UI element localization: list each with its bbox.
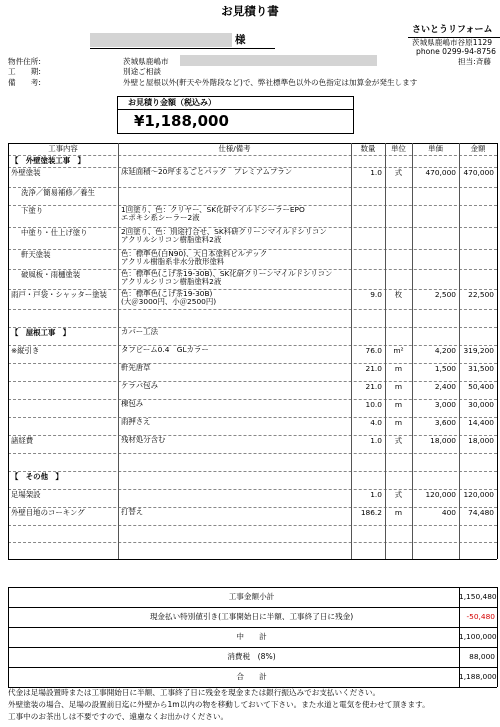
cell-spec: 色：標準色(白N90)、大日本塗料ビルデック アクリル樹脂系非水分散形塗料 [121, 249, 268, 267]
table-row [8, 525, 497, 542]
summary-divider [8, 647, 497, 648]
table-row [8, 489, 497, 507]
info-value-address: 茨城県鹿嶋市 [123, 57, 169, 66]
row-divider [8, 143, 497, 144]
cell-spec: ケラバ包み [121, 381, 158, 390]
summary-value: 1,100,000 [459, 632, 497, 641]
cell-name: 中塗り・仕上げ塗り [21, 228, 88, 237]
summary-column-divider [497, 587, 498, 687]
summary-column-divider [459, 587, 460, 687]
summary-divider [8, 667, 497, 668]
row-divider [8, 363, 497, 364]
table-row [8, 249, 497, 269]
column-header: 仕様/備考 [218, 144, 251, 153]
info-value-period: 別途ご相談 [123, 67, 161, 76]
table-row [8, 227, 497, 249]
document-title: お見積り書 [221, 4, 279, 18]
row-divider [8, 542, 497, 543]
row-divider [8, 269, 497, 270]
cell-qty: 1.0 [370, 490, 382, 499]
info-value-remarks: 外壁と屋根以外(軒天や外階段など)で、弊社標準色以外の色指定は加算金が発生します [123, 78, 418, 87]
info-label-period: 工 期: [8, 67, 41, 76]
company-name: さいとうリフォーム [412, 25, 493, 35]
cell-name: 【 外壁塗装工事 】 [11, 156, 85, 165]
cell-spec: 軒先唐草 [121, 363, 151, 372]
row-divider [8, 453, 497, 454]
column-header: 工事内容 [48, 144, 78, 153]
info-label-address: 物件住所: [8, 57, 41, 66]
cell-qty: 186.2 [360, 508, 382, 517]
summary-value: -50,480 [466, 612, 495, 621]
cell-unit: m [394, 382, 403, 391]
customer-honorific: 様 [235, 34, 246, 46]
total-box [117, 96, 354, 134]
row-divider [8, 417, 497, 418]
column-header: 金額 [470, 144, 486, 153]
cell-amount: 50,400 [468, 382, 494, 391]
table-row [8, 345, 497, 363]
note-line: 工事中のお茶出しは不要ですので、遠慮なくお出かけください。 [8, 712, 229, 721]
cell-qty: 9.0 [370, 290, 382, 299]
summary-value: 1,188,000 [459, 672, 497, 681]
cell-unit: 枚 [394, 290, 403, 299]
cell-spec: 色：標準色(こげ茶19-30B) (大＠3000円、小＠2500円) [121, 289, 217, 307]
table-row [8, 507, 497, 525]
cell-spec: 棟包み [121, 399, 144, 408]
row-divider [8, 227, 497, 228]
cell-name: 洗浄／簡易補修／養生 [21, 188, 95, 197]
cell-price: 120,000 [425, 490, 456, 499]
table-row [8, 167, 497, 187]
row-divider [8, 205, 497, 206]
address-redacted [180, 55, 377, 66]
summary-label: 中 計 [236, 632, 267, 641]
cell-amount: 470,000 [463, 168, 494, 177]
cell-unit: m [394, 400, 403, 409]
cell-unit: m² [393, 346, 404, 355]
column-header: 数量 [360, 144, 376, 153]
column-divider [459, 143, 460, 559]
cell-name: 足場架設 [11, 490, 41, 499]
cell-name: 【 屋根工事 】 [11, 328, 71, 337]
table-row [8, 542, 497, 559]
cell-price: 18,000 [430, 436, 456, 445]
column-divider [118, 143, 119, 559]
cell-name: ※縦引き [11, 346, 40, 355]
cell-price: 400 [441, 508, 456, 517]
cell-qty: 21.0 [365, 382, 382, 391]
cell-name: 【 その他 】 [11, 472, 63, 481]
cell-amount: 22,500 [468, 290, 494, 299]
table-row [8, 155, 497, 167]
summary-label: 消費税 (8%) [227, 652, 276, 661]
column-divider [8, 143, 9, 559]
cell-price: 2,500 [434, 290, 456, 299]
column-divider [385, 143, 386, 559]
column-divider [497, 143, 498, 559]
table-row [8, 399, 497, 417]
cell-price: 4,200 [434, 346, 456, 355]
cell-spec: 床延面積～20坪まるごとパック プレミアムプラン [121, 167, 293, 176]
cell-qty: 10.0 [365, 400, 382, 409]
cell-amount: 120,000 [463, 490, 494, 499]
row-divider [8, 155, 497, 156]
row-divider [8, 309, 497, 310]
cell-name: 外壁塗装 [11, 168, 41, 177]
row-divider [8, 249, 497, 250]
cell-qty: 1.0 [370, 168, 382, 177]
table-row [8, 471, 497, 489]
table-row [8, 309, 497, 327]
cell-price: 470,000 [425, 168, 456, 177]
table-header-row [8, 143, 497, 155]
cell-name: 下塗り [21, 206, 44, 215]
cell-name: 破風板・雨樋塗装 [21, 270, 81, 279]
row-divider [8, 489, 497, 490]
row-divider [8, 345, 497, 346]
table-row [8, 435, 497, 453]
cell-unit: m [394, 508, 403, 517]
row-divider [8, 187, 497, 188]
summary-divider [8, 587, 497, 588]
cell-amount: 74,480 [468, 508, 494, 517]
cell-qty: 1.0 [370, 436, 382, 445]
cell-spec: 打替え [121, 507, 144, 516]
row-divider [8, 507, 497, 508]
summary-value: 88,000 [469, 652, 495, 661]
total-value: ¥1,188,000 [134, 112, 229, 130]
cell-spec: 色：標準色(こげ茶19-30B)、SK化研クリーンマイルドシリコン アクリルシリコン樹脂塗料2液 [121, 269, 333, 287]
cell-spec: タフビーム0.4 GLカラー [121, 345, 209, 354]
cell-price: 2,400 [434, 382, 456, 391]
column-divider [412, 143, 413, 559]
cell-amount: 14,400 [468, 418, 494, 427]
row-divider [8, 289, 497, 290]
cell-unit: 式 [394, 168, 403, 177]
row-divider [8, 525, 497, 526]
cell-unit: 式 [394, 490, 403, 499]
cell-name: 雨戸・戸袋・シャッター塗装 [11, 290, 107, 299]
cell-price: 3,000 [434, 400, 456, 409]
cell-unit: m [394, 418, 403, 427]
cell-qty: 21.0 [365, 364, 382, 373]
cell-amount: 18,000 [468, 436, 494, 445]
cell-unit: m [394, 364, 403, 373]
customer-underline [90, 48, 275, 49]
row-divider [8, 435, 497, 436]
customer-name-redacted [90, 33, 232, 47]
cell-spec: カバー工法 [121, 327, 158, 336]
cell-qty: 4.0 [370, 418, 382, 427]
summary-label: 合 計 [236, 672, 267, 681]
row-divider [8, 559, 497, 560]
summary-divider [8, 607, 497, 608]
note-line: 代金は足場設置時または工事開始日に半額、工事終了日に残金を現金または銀行振込みでお支払いください。 [8, 688, 381, 697]
table-row [8, 381, 497, 399]
column-divider [351, 143, 352, 559]
summary-label: 工事金額小計 [228, 592, 275, 601]
total-label: お見積り金額（税込み） [128, 98, 216, 107]
table-row [8, 205, 497, 227]
summary-column-divider [8, 587, 9, 687]
table-row [8, 453, 497, 471]
cell-name: 諸経費 [11, 436, 34, 445]
row-divider [8, 167, 497, 168]
cell-name: 軒天塗装 [21, 250, 51, 259]
summary-label: 現金払い特別値引き(工事開始日に半額、工事終了日に残金) [149, 612, 354, 621]
summary-divider [8, 627, 497, 628]
cell-spec: 残材処分含む [121, 435, 166, 444]
cell-amount: 319,200 [463, 346, 494, 355]
company-person: 担当:斉藤 [458, 57, 491, 66]
info-label-remarks: 備 考: [8, 78, 41, 87]
row-divider [8, 327, 497, 328]
company-phone: phone 0299-94-8756 [416, 47, 496, 56]
table-row [8, 289, 497, 309]
table-row [8, 327, 497, 345]
row-divider [8, 399, 497, 400]
table-row [8, 417, 497, 435]
cell-amount: 31,500 [468, 364, 494, 373]
cell-spec: 1回塗り、色：クリヤー、SK化研マイルドシーラーEPO エポキシ系シーラー2液 [121, 205, 305, 223]
cell-spec: 2回塗り、色：別途打合せ、SK科研クリーンマイルドシリコン アクリルシリコン樹脂塗料2液 [121, 227, 327, 245]
cell-qty: 76.0 [365, 346, 382, 355]
table-row [8, 269, 497, 289]
row-divider [8, 381, 497, 382]
cell-price: 3,600 [434, 418, 456, 427]
cell-name: 外壁目地のコーキング [11, 508, 85, 517]
cell-spec: 雨押さえ [121, 417, 151, 426]
note-line: 外壁塗装の場合、足場の設置前日迄に外壁から1m以内の物を移動しておいて下さい。また水道と電気を使わせて頂きます。 [8, 700, 430, 709]
row-divider [8, 471, 497, 472]
summary-value: 1,150,480 [459, 592, 497, 601]
cell-price: 1,500 [434, 364, 456, 373]
cell-amount: 30,000 [468, 400, 494, 409]
table-row [8, 363, 497, 381]
table-row [8, 187, 497, 205]
cell-unit: 式 [394, 436, 403, 445]
column-header: 単位 [391, 144, 406, 153]
column-header: 単価 [428, 144, 443, 153]
company-address: 茨城県鹿嶋市谷原1129 [412, 38, 493, 47]
